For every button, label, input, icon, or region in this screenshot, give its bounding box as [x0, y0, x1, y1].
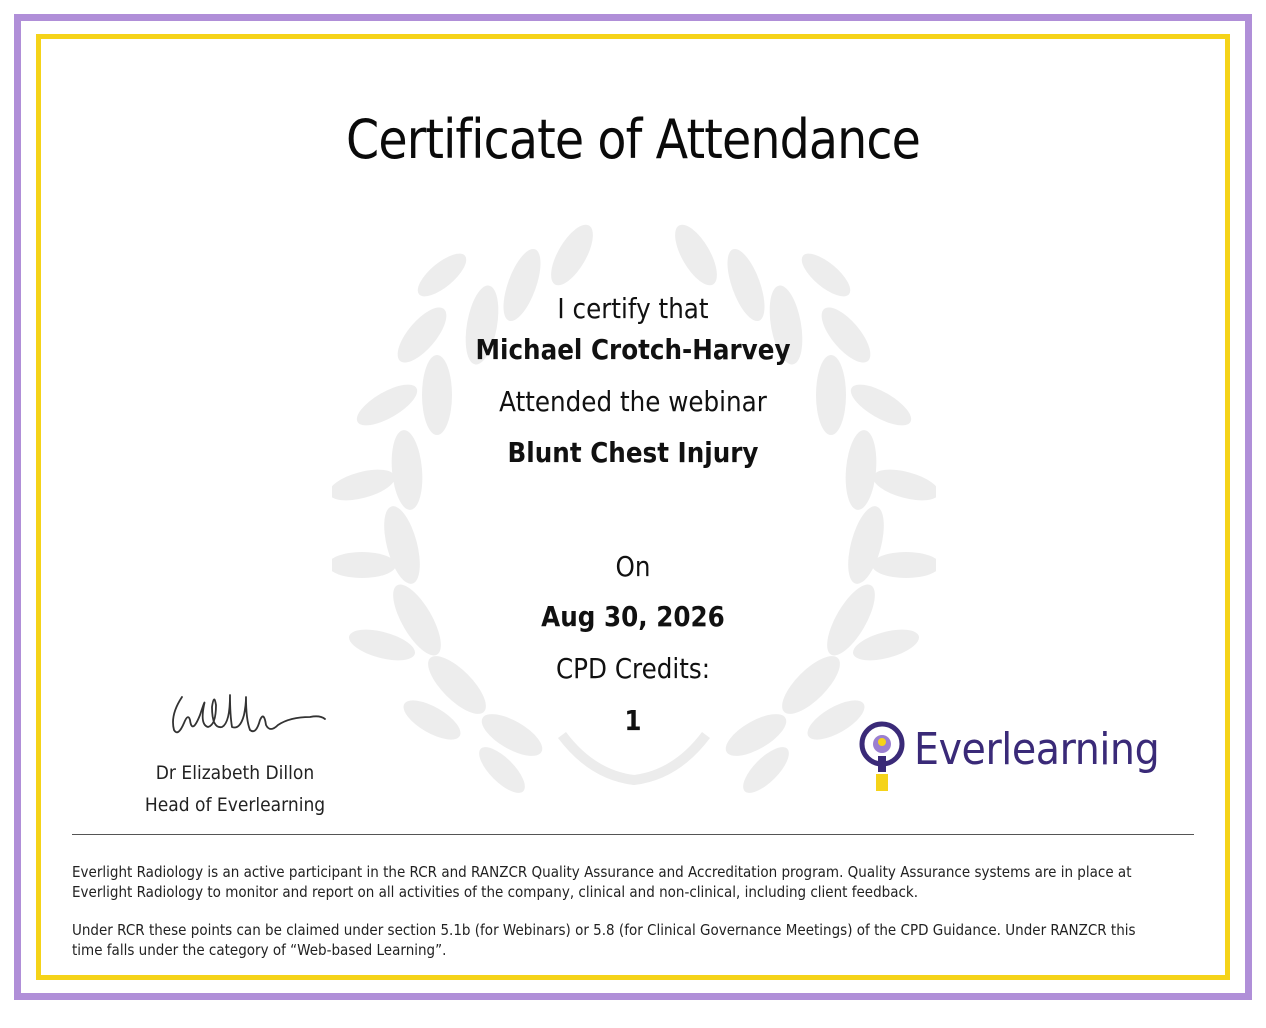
certify-text: I certify that: [557, 292, 709, 325]
everlearning-logo: [858, 720, 1188, 796]
footer-line: time falls under the category of “Web-based Learning”.: [72, 941, 447, 959]
attended-text: Attended the webinar: [499, 385, 767, 418]
attendance-date: Aug 30, 2026: [541, 600, 725, 633]
footer-line: Under RCR these points can be claimed under section 5.1b (for Webinars) or 5.8 (for Clinical Governance Meetings) of the CPD Guidance. Under RANZCR this: [72, 921, 1136, 939]
footer-paragraph-cpd: [72, 920, 1152, 960]
on-text: On: [615, 550, 651, 583]
signatory-name: Dr Elizabeth Dillon: [155, 762, 315, 784]
certificate-title: Certificate of Attendance: [346, 108, 920, 171]
footer-divider: [72, 834, 1194, 835]
attendee-name: Michael Crotch-Harvey: [475, 333, 791, 366]
handwritten-signature: [160, 675, 330, 745]
signatory-role: Head of Everlearning: [144, 794, 326, 816]
cpd-credits-label: CPD Credits:: [555, 652, 711, 685]
cpd-credits-value: 1: [624, 704, 642, 737]
footer-line: Everlight Radiology is an active participant in the RCR and RANZCR Quality Assurance and Accreditation program. Quality Assurance systems are in place at: [72, 863, 1132, 881]
footer-paragraph-quality: [72, 862, 1152, 902]
bulb-magnifier-icon: [858, 720, 910, 796]
logo-text: Everlearning: [914, 724, 1160, 775]
footer-line: Everlight Radiology to monitor and report on all activities of the company, clinical and non-clinical, including client feedback.: [72, 883, 919, 901]
webinar-title: Blunt Chest Injury: [507, 436, 759, 469]
